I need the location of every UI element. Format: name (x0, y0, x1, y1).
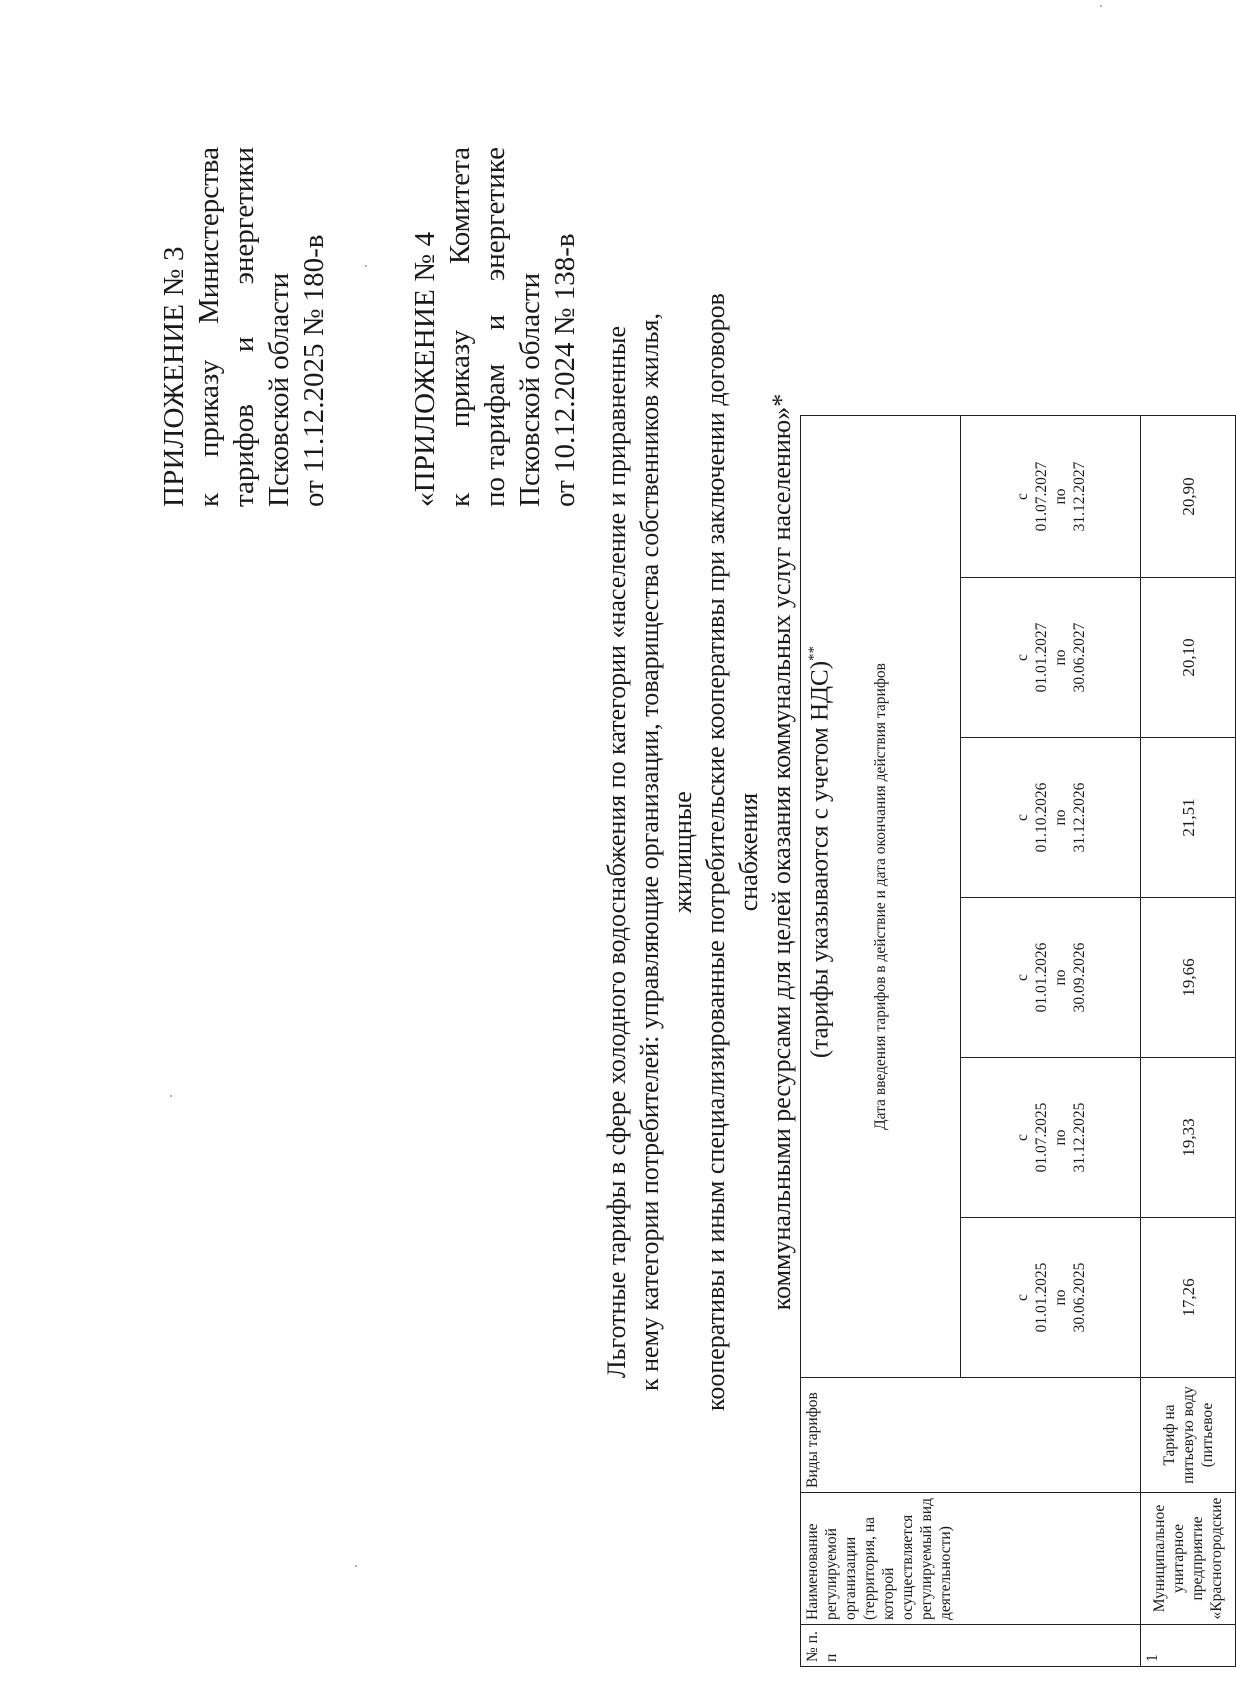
period-from: 01.01.2026 (1032, 942, 1050, 1013)
header-number: № п. п (801, 1625, 1141, 1667)
period-cell (961, 1058, 1141, 1218)
period-to: 30.06.2027 (1070, 622, 1088, 693)
period-cell (961, 578, 1141, 738)
period-to: 31.12.2025 (1070, 1102, 1088, 1173)
period-to-word: по (1051, 809, 1069, 826)
period-from-word: с (1013, 1294, 1031, 1301)
annex-current-word: энергетики (228, 147, 260, 285)
annex-current-region: Псковской области (263, 272, 295, 507)
tariff-value: 20,10 (1141, 578, 1236, 738)
heading-line-2: к нему категории потребителей: управляющие организации, товарищества собственников жилья, жилищные (635, 313, 697, 1392)
annex-current-word: Министерства (193, 147, 225, 325)
tariff-table (800, 415, 1236, 1667)
annex-previous-title: «ПРИЛОЖЕНИЕ № 4 (409, 231, 441, 507)
period-from: 01.07.2027 (1032, 461, 1050, 532)
annex-previous-word: по тарифам (479, 363, 511, 507)
period-to-word: по (1051, 969, 1069, 986)
header-organization: Наименование регулируемой организации (территория, на которой осуществляется регулируемый вид деятельности) (801, 1493, 1141, 1625)
period-cell (961, 1218, 1141, 1378)
table-header-row (801, 416, 961, 1667)
annex-previous-word: к (444, 492, 476, 507)
table-row (1141, 416, 1236, 1667)
scan-speck (170, 1095, 172, 1097)
period-cell (961, 738, 1141, 898)
row-tariff-type: Тариф на питьевую воду (питьевое (1141, 1378, 1236, 1493)
period-from: 01.10.2026 (1032, 782, 1050, 853)
annex-current-word: и (228, 336, 260, 353)
period-to: 31.12.2027 (1070, 461, 1088, 532)
period-from-word: с (1013, 974, 1031, 981)
tariff-value: 20,90 (1141, 416, 1236, 578)
period-from: 01.01.2027 (1032, 622, 1050, 693)
annex-previous-region: Псковской области (514, 272, 546, 507)
period-cell (961, 416, 1141, 578)
annex-previous-order: от 10.12.2024 № 138-в (549, 233, 581, 507)
period-from-word: с (1013, 654, 1031, 661)
annex-previous-word: приказу (444, 329, 476, 428)
annex-current-title: ПРИЛОЖЕНИЕ № 3 (158, 246, 190, 507)
annex-current-order: от 11.12.2025 № 180-в (298, 234, 330, 507)
period-to: 30.06.2025 (1070, 1262, 1088, 1333)
annex-current-header (157, 147, 332, 507)
period-cell (961, 898, 1141, 1058)
scan-speck (365, 265, 367, 267)
annex-previous-word: Комитета (444, 147, 476, 265)
heading-line-1b: по категории «население и приравненные (602, 325, 631, 789)
annex-previous-line2 (443, 147, 478, 507)
heading-line-4: коммунальными ресурсами для целей оказания коммунальных услуг населению»* (767, 393, 796, 1311)
period-from-word: с (1013, 493, 1031, 500)
annex-current-word: к (193, 492, 225, 507)
nds-note-text: (тарифы указываются с учетом НДС) (806, 660, 834, 1059)
period-to: 31.12.2026 (1070, 782, 1088, 853)
period-to-word: по (1051, 649, 1069, 666)
annex-previous-word: и (479, 314, 511, 331)
period-to-word: по (1051, 488, 1069, 505)
annex-current-line2 (192, 147, 227, 507)
row-organization: Муниципальное унитарное предприятие «Красногородские (1141, 1493, 1236, 1625)
header-tariff-type: Виды тарифов (801, 1378, 1141, 1493)
period-to-word: по (1051, 1129, 1069, 1146)
scan-speck (1100, 5, 1102, 7)
row-number: 1 (1141, 1625, 1236, 1667)
nds-footnote-mark: ** (806, 645, 822, 661)
header-date-range: Дата введения тарифов в действие и дата окончания действия тарифов (801, 416, 961, 1378)
period-from: 01.01.2025 (1032, 1262, 1050, 1333)
period-from-word: с (1013, 1134, 1031, 1141)
annex-current-word: приказу (193, 359, 225, 458)
tariff-value: 21,51 (1141, 738, 1236, 898)
heading-line-1 (600, 257, 633, 1447)
heading-line-1a: Льготные тарифы в сфере холодного водоснабжения (602, 794, 631, 1379)
period-to: 30.09.2026 (1070, 942, 1088, 1013)
period-to-word: по (1051, 1289, 1069, 1306)
tariff-value: 17,26 (1141, 1218, 1236, 1378)
annex-previous-line3 (478, 147, 513, 507)
period-from-word: с (1013, 814, 1031, 821)
tariff-value: 19,33 (1141, 1058, 1236, 1218)
annex-previous-header (408, 147, 583, 507)
annex-current-word: тарифов (228, 404, 260, 507)
annex-current-line3 (227, 147, 262, 507)
tariff-value: 19,66 (1141, 898, 1236, 1058)
period-from: 01.07.2025 (1032, 1102, 1050, 1173)
annex-previous-word: энергетике (479, 147, 511, 282)
scan-speck (355, 1565, 357, 1567)
heading-line-3: кооперативы и иным специализированные потребительские кооперативы при заключении договоров снабжения (701, 293, 763, 1411)
